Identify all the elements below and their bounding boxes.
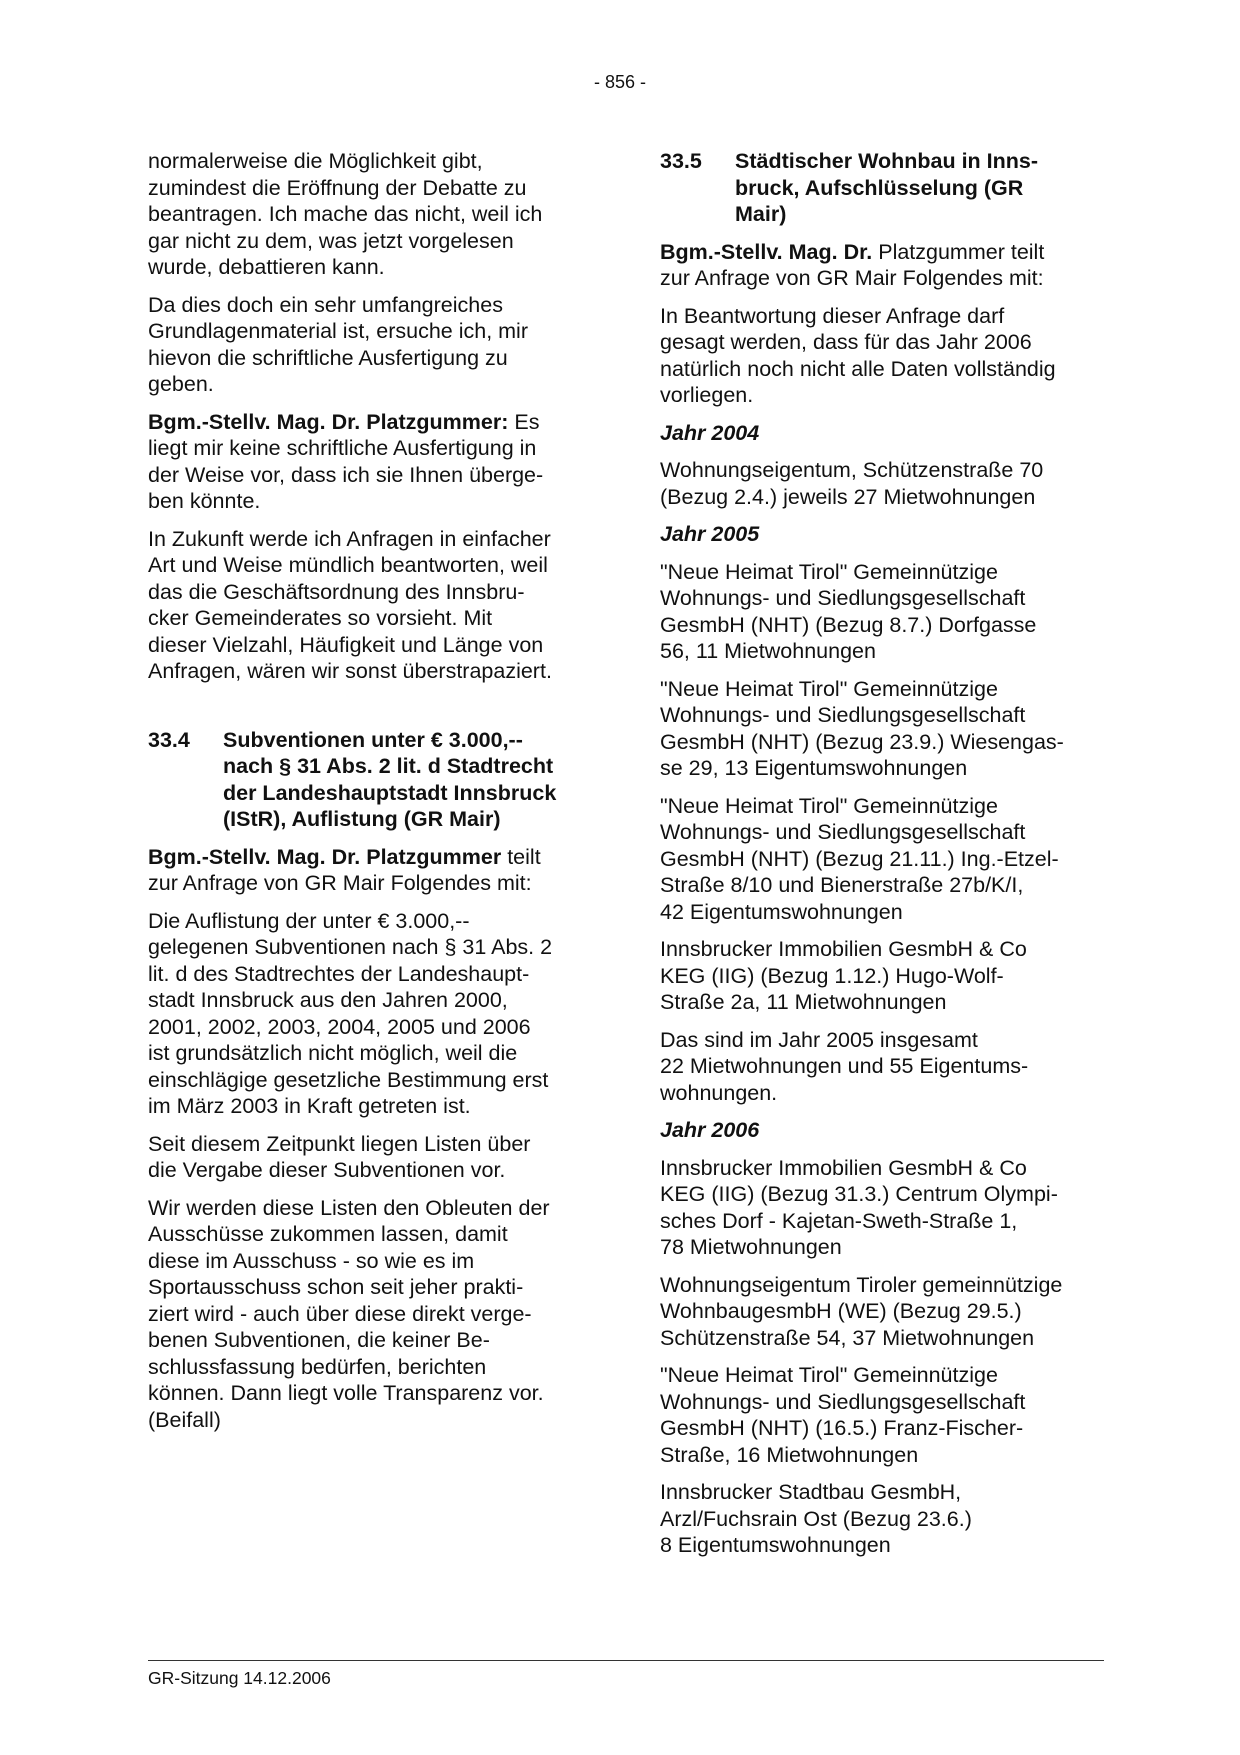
- section-number: 33.5: [660, 149, 702, 173]
- paragraph: Innsbrucker Immobilien GesmbH & Co KEG (IIG) (Bezug 31.3.) Centrum Olympi- sches Dorf - Kajetan-Sweth-Straße 1, 78 Mietwohnungen: [660, 1155, 1058, 1259]
- paragraph: Innsbrucker Stadtbau GesmbH, Arzl/Fuchsrain Ost (Bezug 23.6.) 8 Eigentumswohnungen: [660, 1480, 972, 1557]
- section-title: Städtischer Wohnbau in Inns- bruck, Aufschlüsselung (GR Mair): [735, 149, 1039, 226]
- paragraph: [148, 409, 588, 515]
- paragraph: "Neue Heimat Tirol" Gemeinnützige Wohnungs- und Siedlungsgesellschaft GesmbH (NHT) (Bezug 8.7.) Dorfgasse 56, 11 Mietwohnungen: [660, 559, 1037, 663]
- paragraph: Da dies doch ein sehr umfangreiches Grundlagenmaterial ist, ersuche ich, mir hievon die schriftliche Ausfertigung zu geben.: [148, 292, 528, 396]
- left-column: [148, 148, 588, 1444]
- speaker-name: Bgm.-Stellv. Mag. Dr. Platzgummer: [148, 844, 502, 869]
- section-heading-33-4: [148, 727, 588, 833]
- paragraph: [660, 239, 1100, 292]
- paragraph: "Neue Heimat Tirol" Gemeinnützige Wohnungs- und Siedlungsgesellschaft GesmbH (NHT) (Bezug 21.11.) Ing.-Etzel- Straße 8/10 und Bienerstraße 27b/K/I, 42 Eigentumswohnungen: [660, 793, 1059, 924]
- paragraph: In Beantwortung dieser Anfrage darf gesagt werden, dass für das Jahr 2006 natürlich noch nicht alle Daten vollständig vorliegen.: [660, 303, 1056, 407]
- year-heading-2005: Jahr 2005: [660, 522, 760, 546]
- paragraph: Das sind im Jahr 2005 insgesamt 22 Mietwohnungen und 55 Eigentums- wohnungen.: [660, 1027, 1029, 1105]
- speaker-text: Platzgummer teilt zur Anfrage von GR Mair Folgendes mit:: [660, 239, 1045, 290]
- paragraph: [148, 844, 588, 897]
- paragraph: "Neue Heimat Tirol" Gemeinnützige Wohnungs- und Siedlungsgesellschaft GesmbH (NHT) (16.5.) Franz-Fischer- Straße, 16 Mietwohnungen: [660, 1363, 1026, 1467]
- speaker-name: Bgm.-Stellv. Mag. Dr.: [660, 239, 873, 264]
- speaker-name: Bgm.-Stellv. Mag. Dr. Platzgummer:: [148, 409, 509, 434]
- footer-text: GR-Sitzung 14.12.2006: [148, 1668, 331, 1688]
- section-heading-33-5: [660, 148, 1100, 228]
- speaker-text: teilt zur Anfrage von GR Mair Folgendes mit:: [148, 844, 541, 895]
- paragraph: Die Auflistung der unter € 3.000,-- gelegenen Subventionen nach § 31 Abs. 2 lit. d des Stadtrechtes der Landeshaupt- stadt Innsbruck aus den Jahren 2000, 2001, 2002, 2003, 2004, 2005 und 2006 ist grundsätzlich nicht möglich, weil die einschlägige gesetzliche Bestimmung erst im März 2003 in Kraft getreten ist.: [148, 908, 553, 1118]
- right-column: [660, 148, 1100, 1570]
- paragraph: "Neue Heimat Tirol" Gemeinnützige Wohnungs- und Siedlungsgesellschaft GesmbH (NHT) (Bezug 23.9.) Wiesengas- se 29, 13 Eigentumswohnungen: [660, 676, 1064, 780]
- paragraph: Innsbrucker Immobilien GesmbH & Co KEG (IIG) (Bezug 1.12.) Hugo-Wolf- Straße 2a, 11 Mietwohnungen: [660, 937, 1027, 1014]
- page-number: - 856 -: [593, 72, 647, 92]
- footer-divider: [148, 1660, 1104, 1661]
- section-number: 33.4: [148, 727, 190, 752]
- paragraph: Seit diesem Zeitpunkt liegen Listen über die Vergabe dieser Subventionen vor.: [148, 1131, 531, 1182]
- paragraph: normalerweise die Möglichkeit gibt, zumindest die Eröffnung der Debatte zu beantragen. Ich mache das nicht, weil ich gar nicht zu dem, was jetzt vorgelesen wurde, debattieren kann.: [148, 149, 543, 279]
- section-title: Subventionen unter € 3.000,-- nach § 31 Abs. 2 lit. d Stadtrecht der Landeshauptstadt Innsbruck (IStR), Auflistung (GR Mair): [223, 727, 557, 831]
- year-heading-2006: Jahr 2006: [660, 1118, 760, 1142]
- year-heading-2004: Jahr 2004: [660, 420, 760, 445]
- paragraph: Wir werden diese Listen den Obleuten der Ausschüsse zukommen lassen, damit diese im Ausschuss - so wie es im Sportausschuss schon seit jeher prakti- ziert wird - auch über diese direkt verge- benen Subventionen, die keiner Be- schlussfassung bedürfen, berichten können. Dann liegt volle Transparenz vor. (Beifall): [148, 1195, 550, 1432]
- paragraph: Wohnungseigentum, Schützenstraße 70 (Bezug 2.4.) jeweils 27 Mietwohnungen: [660, 458, 1044, 509]
- paragraph: Wohnungseigentum Tiroler gemeinnützige WohnbaugesmbH (WE) (Bezug 29.5.) Schützenstraße 54, 37 Mietwohnungen: [660, 1272, 1063, 1350]
- speaker-text: Es liegt mir keine schriftliche Ausfertigung in der Weise vor, dass ich sie Ihnen überge- ben könnte.: [148, 409, 544, 513]
- paragraph: In Zukunft werde ich Anfragen in einfacher Art und Weise mündlich beantworten, weil das die Geschäftsordnung des Innsbru- cker Gemeinderates so vorsieht. Mit dieser Vielzahl, Häufigkeit und Länge von Anfragen, wären wir sonst überstrapaziert.: [148, 526, 552, 683]
